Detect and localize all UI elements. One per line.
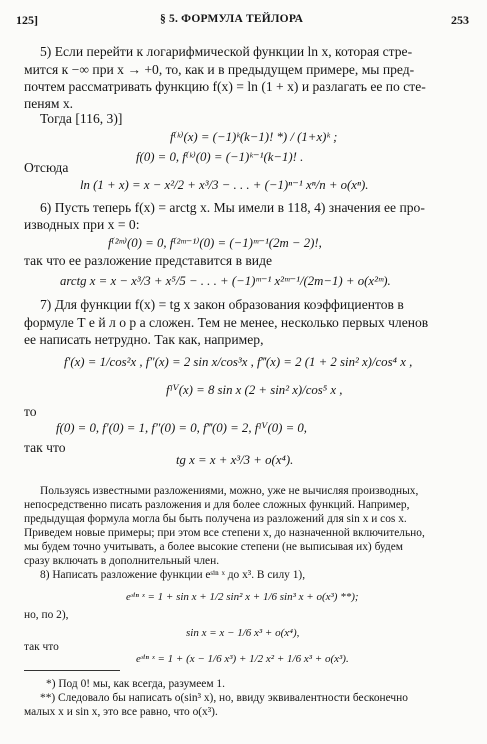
paragraph-line: пеням x. (24, 96, 74, 111)
page-number: 253 (451, 13, 469, 27)
header-title: § 5. ФОРМУЛА ТЕЙЛОРА (160, 13, 304, 25)
formula: fᴵⱽ(x) = 8 sin x (2 + sin² x)/cos⁵ x , (166, 383, 343, 397)
header-section-ref: 125] (16, 13, 38, 27)
footnote: *) Под 0! мы, как всегда, разумеем 1. (46, 678, 225, 690)
paragraph-line: то (24, 404, 37, 419)
small-print-line: Пользуясь известными разложениями, можно, уже не вычисляя производных, (40, 485, 419, 497)
paragraph-line: почтем рассматривать функцию f(x) = ln (1 + x) и разлагать ее по сте- (24, 79, 426, 94)
paragraph-line: 6) Пусть теперь f(x) = arctg x. Мы имели в 118, 4) значения ее про- (40, 200, 425, 215)
small-print-line: мы будем точно учитывать, а более высокие степени (не выписывая их) будем (24, 541, 403, 553)
small-print-line: 8) Написать разложение функции eˢⁱⁿ ˣ до x³. В силу 1), (40, 569, 306, 581)
paragraph-line: Отсюда (24, 160, 69, 175)
paragraph-line: так что (24, 440, 66, 455)
formula: arctg x = x − x³/3 + x⁵/5 − . . . + (−1)ᵐ⁻¹ x²ᵐ⁻¹/(2m−1) + o(x²ᵐ). (60, 274, 391, 288)
formula: f(0) = 0, f⁽ᵏ⁾(0) = (−1)ᵏ⁻¹(k−1)! . (136, 150, 304, 164)
formula: sin x = x − 1/6 x³ + o(x⁴), (186, 627, 300, 639)
paragraph-line: 5) Если перейти к логарифмической функции ln x, которая стре- (40, 44, 413, 59)
footnote: **) Следовало бы написать o(sin³ x), но, ввиду эквивалентности бесконечно (40, 692, 408, 704)
paragraph-line: ее написать нетрудно. Так как, например, (24, 332, 264, 347)
footnote: малых x и sin x, это все равно, что o(x³). (24, 706, 218, 718)
paragraph-line: 7) Для функции f(x) = tg x закон образования коэффициентов в (40, 297, 404, 312)
small-print-line: Приведем новые примеры; при этом все степени x, до назначенной включительно, (24, 527, 425, 539)
formula: eˢⁱⁿ ˣ = 1 + (x − 1/6 x³) + 1/2 x² + 1/6 x³ + o(x³). (136, 653, 349, 665)
formula: f⁽ᵏ⁾(x) = (−1)ᵏ(k−1)! *) / (1+x)ᵏ ; (170, 130, 338, 144)
small-print-line: сразу включать в дополнительный член. (24, 555, 220, 567)
paragraph-line: формуле Т е й л о р а сложен. Тем не менее, несколько первых членов (24, 315, 429, 330)
footnote-divider (24, 670, 120, 671)
formula: f′(x) = 1/cos²x , f″(x) = 2 sin x/cos³x , f‴(x) = 2 (1 + 2 sin² x)/cos⁴ x , (64, 355, 413, 369)
formula: tg x = x + x³/3 + o(x⁴). (176, 453, 294, 467)
paragraph-line: изводных при x = 0: (24, 217, 140, 232)
small-print-line: непосредственно писать разложения и для более сложных функций. Например, (24, 499, 410, 511)
small-print-line: предыдущая формула могла бы быть получена из разложений для sin x и cos x. (24, 513, 407, 525)
formula: ln (1 + x) = x − x²/2 + x³/3 − . . . + (−1)ⁿ⁻¹ xⁿ/n + o(xⁿ). (80, 178, 369, 192)
paragraph-line: так что ее разложение представится в виде (24, 253, 273, 268)
formula: f⁽²ᵐ⁾(0) = 0, f⁽²ᵐ⁻¹⁾(0) = (−1)ᵐ⁻¹(2m − 2)!, (108, 236, 322, 250)
formula: f(0) = 0, f′(0) = 1, f″(0) = 0, f‴(0) = 2, fᴵⱽ(0) = 0, (56, 421, 308, 435)
formula: eˢⁱⁿ ˣ = 1 + sin x + 1/2 sin² x + 1/6 sin³ x + o(x³) **); (126, 591, 359, 603)
paragraph-line: мится к −∞ при x → +0, то, как и в предыдущем примере, мы пред- (24, 62, 415, 77)
small-print-line: так что (24, 641, 59, 653)
paragraph-line: Тогда [116, 3)] (40, 111, 123, 126)
small-print-line: но, по 2), (24, 609, 69, 621)
